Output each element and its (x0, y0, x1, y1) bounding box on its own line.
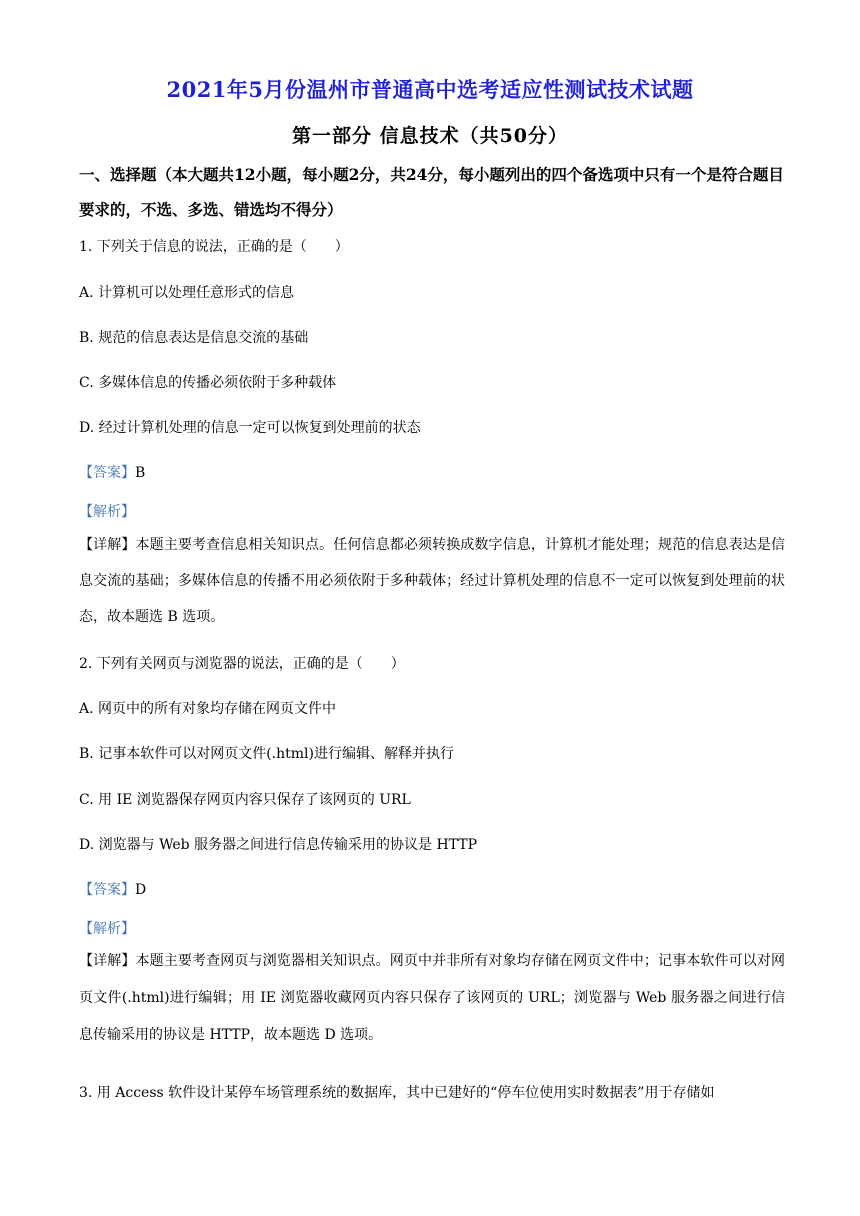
section-heading: 一、选择题（本大题共12小题，每小题2分，共24分，每小题列出的四个备选项中只有一个是符合题目要求的，不选、多选、错选均不得分） (79, 165, 784, 219)
part-title: 第一部分 信息技术（共50分） (291, 125, 569, 147)
answer-tag: 【答案】 (79, 465, 135, 481)
detail-tag: 【详解】 (79, 537, 136, 553)
question-1-option-d: D. 经过计算机处理的信息一定可以恢复到处理前的状态 (79, 420, 421, 436)
detail-text: 本题主要考查网页与浏览器相关知识点。网页中并非所有对象均存储在网页文件中；记事本软件可以对网页文件(.html)进行编辑；用 IE 浏览器收藏网页内容只保存了该网页的 URL；浏览器与 Web 服务器之间进行信息传输采用的协议是 HTTP，故本题选 D 选项。 (79, 953, 786, 1043)
question-1-option-c: C. 多媒体信息的传播必须依附于多种载体 (79, 375, 337, 391)
answer-value: B (135, 465, 146, 481)
question-2-option-a: A. 网页中的所有对象均存储在网页文件中 (79, 701, 337, 717)
question-2-detail (79, 943, 785, 1054)
detail-tag: 【详解】 (79, 953, 136, 969)
question-3-stem: 3. 用 Access 软件设计某停车场管理系统的数据库，其中已建好的“停车位使用实时数据表”用于存储如 (79, 1085, 715, 1101)
document-title: 2021年5月份温州市普通高中选考适应性测试技术试题 (166, 77, 694, 102)
question-1-detail (79, 527, 785, 635)
question-2-option-d: D. 浏览器与 Web 服务器之间进行信息传输采用的协议是 HTTP (79, 837, 478, 853)
question-1-option-a: A. 计算机可以处理任意形式的信息 (79, 285, 295, 301)
question-2-option-b: B. 记事本软件可以对网页文件(.html)进行编辑、解释并执行 (79, 746, 454, 762)
analysis-tag: 【解析】 (79, 921, 135, 937)
question-1-option-b: B. 规范的信息表达是信息交流的基础 (79, 330, 309, 346)
analysis-tag: 【解析】 (79, 504, 135, 520)
question-1-stem: 1. 下列关于信息的说法，正确的是（ ） (79, 239, 349, 255)
answer-tag: 【答案】 (79, 882, 135, 898)
answer-value: D (135, 882, 147, 898)
detail-text: 本题主要考查信息相关知识点。任何信息都必须转换成数字信息，计算机才能处理；规范的信息表达是信息交流的基础；多媒体信息的传播不用必须依附于多种载体；经过计算机处理的信息不一定可以恢复到处理前的状态，故本题选 B 选项。 (79, 537, 786, 625)
question-1-analysis-tag (79, 501, 785, 521)
question-2-stem: 2. 下列有关网页与浏览器的说法，正确的是（ ） (79, 656, 405, 672)
question-2-analysis-tag (79, 918, 785, 938)
question-2-answer (79, 879, 785, 899)
question-1-answer (79, 462, 785, 482)
question-2-option-c: C. 用 IE 浏览器保存网页内容只保存了该网页的 URL (79, 792, 411, 808)
